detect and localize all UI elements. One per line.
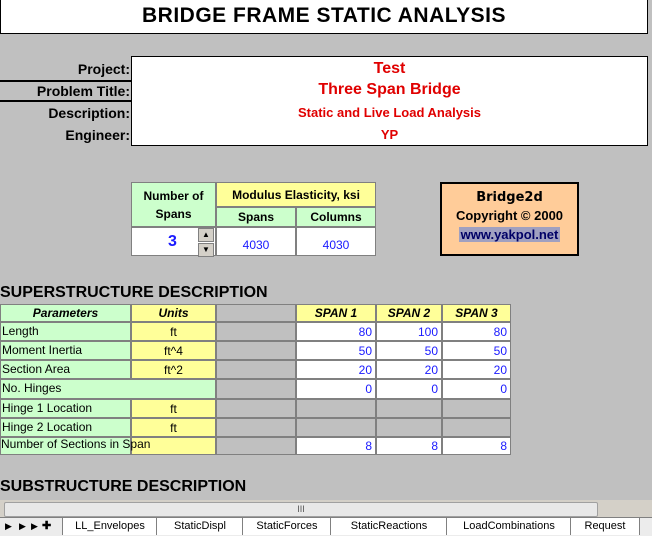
modulus-columns-input[interactable]: 4030 <box>296 227 376 256</box>
website-link[interactable]: www.yakpol.net <box>460 227 559 242</box>
modulus-spans-input[interactable]: 4030 <box>216 227 296 256</box>
tab-static-reactions[interactable]: StaticReactions <box>330 518 448 535</box>
length-span3-input[interactable]: 80 <box>442 322 511 341</box>
inertia-span2-input[interactable]: 50 <box>376 341 442 360</box>
row-inertia-blank <box>216 341 296 360</box>
sheet-tab-bar <box>0 517 652 536</box>
hinges-span3-input[interactable]: 0 <box>442 379 511 399</box>
row-inertia-unit: ft^4 <box>131 341 216 360</box>
row-hinges-blank <box>216 379 296 399</box>
row-inertia-label: Moment Inertia <box>0 341 131 360</box>
num-spans-header-line2: Spans <box>155 206 192 221</box>
problem-title-label: Problem Title: <box>36 83 130 99</box>
hinge1-span3-cell[interactable] <box>442 399 511 418</box>
area-span1-input[interactable]: 20 <box>296 360 376 379</box>
next-sheet-icon[interactable]: ▶ <box>31 521 38 531</box>
hinge1-span1-cell[interactable] <box>296 399 376 418</box>
row-hinge2-blank <box>216 418 296 437</box>
num-spans-header-line1: Number of <box>143 188 204 203</box>
tab-load-combinations[interactable]: LoadCombinations <box>446 518 572 535</box>
modulus-spans-header: Spans <box>216 207 296 227</box>
description-label: Description: <box>48 105 130 121</box>
first-sheet-icon[interactable]: ▶ <box>5 521 12 531</box>
row-hinge1-unit: ft <box>131 399 216 418</box>
num-spans-header <box>131 182 216 227</box>
spin-up-icon[interactable]: ▲ <box>198 228 214 242</box>
area-span2-input[interactable]: 20 <box>376 360 442 379</box>
tab-ll-envelopes[interactable]: LL_Envelopes <box>62 518 158 535</box>
engineer-label: Engineer: <box>65 127 130 143</box>
app-name: Bridge2d <box>476 190 543 205</box>
row-length-blank <box>216 322 296 341</box>
copyright-box <box>440 182 579 256</box>
spin-down-icon[interactable]: ▼ <box>198 243 214 257</box>
hinges-span1-input[interactable]: 0 <box>296 379 376 399</box>
inertia-span1-input[interactable]: 50 <box>296 341 376 360</box>
row-length-unit: ft <box>131 322 216 341</box>
parameters-header: Parameters <box>0 304 131 322</box>
description-value[interactable]: Static and Live Load Analysis <box>297 105 481 120</box>
substructure-heading: SUBSTRUCTURE DESCRIPTION <box>0 478 247 495</box>
horizontal-scrollbar[interactable] <box>0 500 652 517</box>
project-info-box[interactable] <box>131 56 648 146</box>
sheet-title: BRIDGE FRAME STATIC ANALYSIS <box>0 0 648 34</box>
row-hinge2-label: Hinge 2 Location <box>0 418 131 437</box>
num-spans-spinner[interactable] <box>198 228 214 256</box>
span3-header: SPAN 3 <box>442 304 511 322</box>
span2-header: SPAN 2 <box>376 304 442 322</box>
sections-span2-input[interactable]: 8 <box>376 437 442 455</box>
project-value[interactable]: Test <box>373 60 406 77</box>
prev-sheet-icon[interactable]: ▶ <box>19 521 26 531</box>
row-area-unit: ft^2 <box>131 360 216 379</box>
blank-header <box>216 304 296 322</box>
row-area-blank <box>216 360 296 379</box>
hinge2-span3-cell[interactable] <box>442 418 511 437</box>
copyright-text: Copyright © 2000 <box>455 208 564 223</box>
units-header: Units <box>131 304 216 322</box>
problem-title-value[interactable]: Three Span Bridge <box>318 81 461 98</box>
row-hinges-label: No. Hinges <box>0 379 216 399</box>
tab-static-forces[interactable]: StaticForces <box>242 518 332 535</box>
row-area-label: Section Area <box>0 360 131 379</box>
modulus-columns-header: Columns <box>296 207 376 227</box>
hinges-span2-input[interactable]: 0 <box>376 379 442 399</box>
hinge2-span1-cell[interactable] <box>296 418 376 437</box>
engineer-value[interactable]: YP <box>380 127 399 142</box>
length-span1-input[interactable]: 80 <box>296 322 376 341</box>
modulus-header: Modulus Elasticity, ksi <box>216 182 376 207</box>
sections-span1-input[interactable]: 8 <box>296 437 376 455</box>
row-length-label: Length <box>0 322 131 341</box>
row-sections-label: Number of Sections in Span <box>1 437 151 451</box>
area-span3-input[interactable]: 20 <box>442 360 511 379</box>
length-span2-input[interactable]: 100 <box>376 322 442 341</box>
project-label: Project: <box>77 61 130 77</box>
scrollbar-thumb[interactable]: III <box>4 502 598 517</box>
tab-request[interactable]: Request <box>570 518 640 535</box>
sections-span3-input[interactable]: 8 <box>442 437 511 455</box>
hinge2-span2-cell[interactable] <box>376 418 442 437</box>
row-hinge1-blank <box>216 399 296 418</box>
row-hinge1-label: Hinge 1 Location <box>0 399 131 418</box>
tab-static-displ[interactable]: StaticDispl <box>156 518 244 535</box>
num-spans-input[interactable]: 3 <box>131 227 216 256</box>
superstructure-heading: SUPERSTRUCTURE DESCRIPTION <box>0 284 268 301</box>
add-sheet-icon[interactable]: ✚ <box>42 520 52 532</box>
row-sections-blank <box>216 437 296 455</box>
row-hinge2-unit: ft <box>131 418 216 437</box>
inertia-span3-input[interactable]: 50 <box>442 341 511 360</box>
span1-header: SPAN 1 <box>296 304 376 322</box>
hinge1-span2-cell[interactable] <box>376 399 442 418</box>
